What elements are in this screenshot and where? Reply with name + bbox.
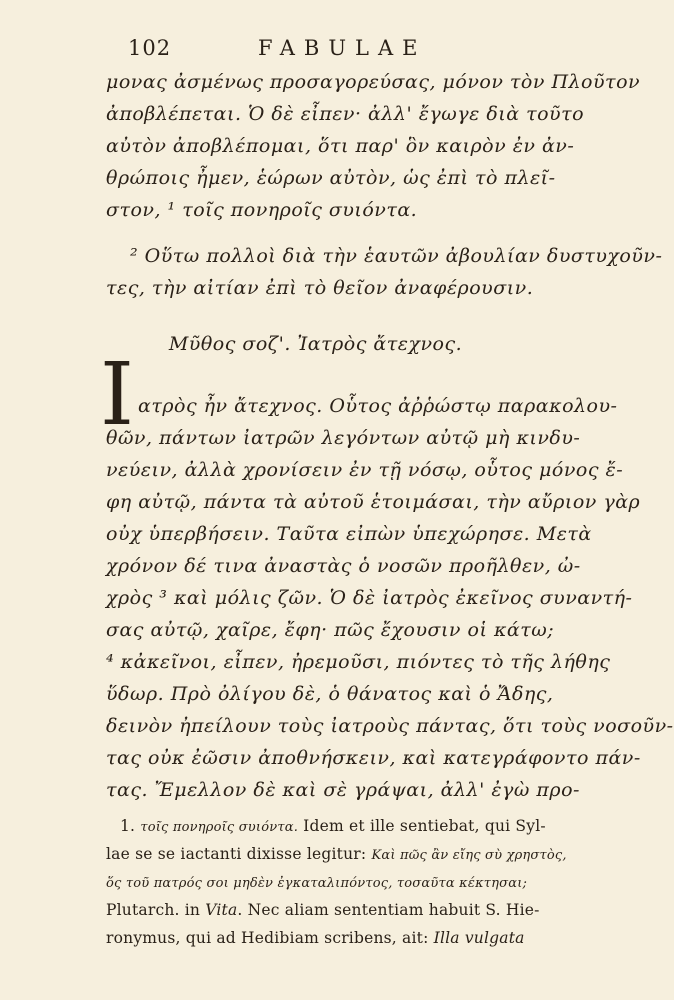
text-line: δεινὸν ἠπείλουν τοὺς ἰατροὺς πάντας, ὅτι τοὺς νοσοῦν- xyxy=(106,715,674,737)
footnote-greek: ὅς τοῦ πατρός σοι μηδὲν ἐγκαταλιπόντος, τοσαῦτα κέκτησαι; xyxy=(106,876,528,891)
running-title: FABULAE xyxy=(258,36,427,60)
text-line: ατρὸς ἦν ἄτεχνος. Οὗτος ἀῤῥώστῳ παρακολου- xyxy=(138,395,618,417)
footnote-line xyxy=(106,868,606,896)
footnote-line xyxy=(106,896,606,924)
page-number: 102 xyxy=(128,36,172,60)
footnote-text: . Nec aliam sententiam habuit S. Hie- xyxy=(237,901,540,919)
text-line: ὕδωρ. Πρὸ ὀλίγου δὲ, ὁ θάνατος καὶ ὁ Ἄδης, xyxy=(106,683,554,705)
text-line: θῶν, πάντων ἰατρῶν λεγόντων αὐτῷ μὴ κινδυ- xyxy=(106,427,581,449)
footnote-text: ronymus, qui ad Hedibiam scribens, ait: xyxy=(106,929,429,947)
footnote-line xyxy=(106,924,606,952)
text-line: μονας ἀσμένως προσαγορεύσας, μόνον τὸν Πλοῦτον xyxy=(106,71,641,93)
text-line: οὐχ ὑπερβήσειν. Ταῦτα εἰπὼν ὑπεχώρησε. Μετὰ xyxy=(106,523,592,545)
text-line: χρόνον δέ τινα ἀναστὰς ὁ νοσῶν προῆλθεν, ὠ- xyxy=(106,555,581,577)
text-line: νεύειν, ἀλλὰ χρονίσειν ἐν τῇ νόσῳ, οὗτος μόνος ἔ- xyxy=(106,459,624,481)
text-line: τες, τὴν αἰτίαν ἐπὶ τὸ θεῖον ἀναφέρουσιν. xyxy=(106,277,534,299)
fable-heading: Μῦθος σοζ'. Ἰατρὸς ἄτεχνος. xyxy=(168,333,463,355)
drop-cap: Ι xyxy=(100,345,134,445)
page-header xyxy=(0,36,631,66)
text-line: φη αὐτῷ, πάντα τὰ αὐτοῦ ἑτοιμάσαι, τὴν αὔριον γὰρ xyxy=(106,491,641,513)
footnote-number: 1. xyxy=(120,817,136,835)
text-line: θρώποις ἦμεν, ἑώρων αὐτὸν, ὡς ἐπὶ τὸ πλεῖ- xyxy=(106,167,556,189)
text-line: ἀποβλέπεται. Ὁ δὲ εἶπεν· ἀλλ' ἔγωγε διὰ τοῦτο xyxy=(106,103,585,125)
footnote-italic: Vita xyxy=(205,901,238,919)
text-line: χρὸς ³ καὶ μόλις ζῶν. Ὁ δὲ ἰατρὸς ἐκεῖνος συναντή- xyxy=(106,587,633,609)
footnote-italic: Illa vulgata xyxy=(433,929,525,947)
text-line: σας αὐτῷ, χαῖρε, ἔφη· πῶς ἔχουσιν οἱ κάτω; xyxy=(106,619,555,641)
footnote-line xyxy=(106,840,606,868)
text-line: ⁴ κἀκεῖνοι, εἶπεν, ἠρεμοῦσι, πιόντες τὸ τῆς λήθης xyxy=(106,651,611,673)
text-line: στον, ¹ τοῖς πονηροῖς συιόντα. xyxy=(106,199,418,221)
footnote-greek: τοῖς πονηροῖς συιόντα. xyxy=(140,820,299,835)
text-line: τας οὐκ ἐῶσιν ἀποθνήσκειν, καὶ κατεγράφοντο πάν- xyxy=(106,747,641,769)
footnote-text: Plutarch. in xyxy=(106,901,201,919)
footnote-line xyxy=(120,812,606,840)
text-line: ² Οὕτω πολλοὶ διὰ τὴν ἑαυτῶν ἀβουλίαν δυστυχοῦν- xyxy=(130,245,663,267)
text-line: τας. Ἔμελλον δὲ καὶ σὲ γράψαι, ἀλλ' ἐγὼ προ- xyxy=(106,779,580,801)
footnote-text: Idem et ille sentiebat, qui Syl- xyxy=(303,817,546,835)
footnote-greek: Καὶ πῶς ἂν εἴης σὺ χρηστὸς, xyxy=(371,848,567,863)
footnote-text: lae se se iactanti dixisse legitur: xyxy=(106,845,367,863)
text-line: αὐτὸν ἀποβλέπομαι, ὅτι παρ' ὃν καιρὸν ἐν ἀν- xyxy=(106,135,575,157)
